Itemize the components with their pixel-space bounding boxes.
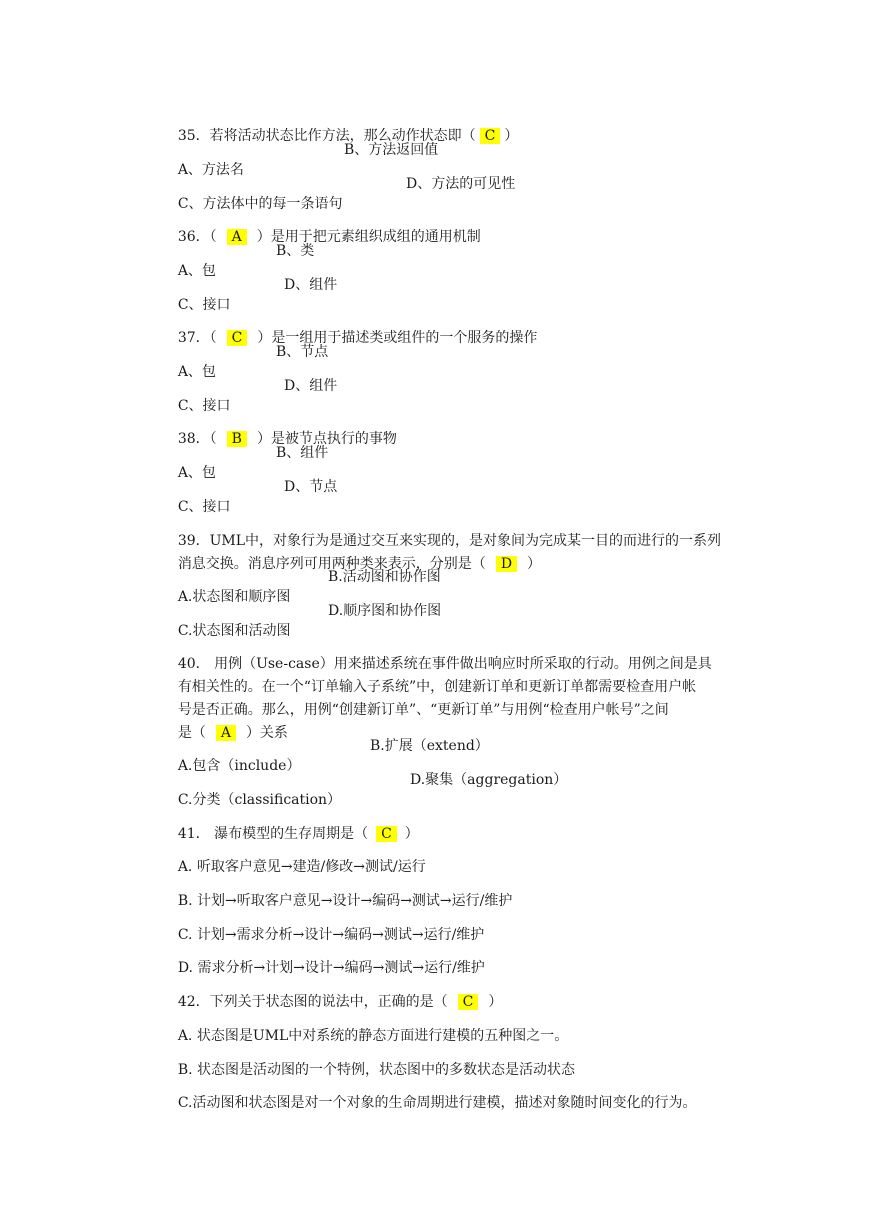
question-39-answer: D: [496, 556, 517, 572]
option-d: D、组件: [284, 277, 338, 293]
option-b: B、组件: [276, 445, 329, 461]
option-d: D、节点: [284, 479, 338, 495]
question-36-answer: A: [227, 229, 247, 245]
question-36-options-row2: [160, 275, 338, 313]
question-42-option-a: [160, 1006, 569, 1044]
question-38-stem: [160, 409, 397, 447]
question-35-options-row2: [160, 174, 516, 212]
question-35-options-row1: [160, 140, 439, 178]
question-37-options-row2: [160, 376, 338, 414]
option-a: A.状态图和顺序图: [177, 589, 291, 605]
question-40-options-row1: [160, 736, 489, 774]
option-c: C、方法体中的每一条语句: [177, 196, 343, 212]
question-40-options-row2: [160, 770, 568, 808]
question-40-stem-line4: [160, 703, 288, 741]
option-c: C、接口: [177, 297, 231, 313]
option-b: B.活动图和协作图: [328, 569, 441, 585]
question-40-text: 40． 用例（Use-case）用来描述系统在事件做出响应时所采取的行动。用例之间是具: [177, 656, 712, 672]
option-c: C.分类（classification）: [177, 792, 342, 808]
question-40-text-cont: 号是否正确。那么，用例“创建新订单”、“更新订单”与用例“检查用户帐号”之间: [177, 702, 669, 718]
question-39-options-row2: [160, 601, 442, 639]
question-42-option-b: [160, 1040, 575, 1078]
option-c: C. 计划→需求分析→设计→编码→测试→运行/维护: [177, 927, 485, 943]
question-38-options-row1: [160, 443, 329, 481]
option-d: D、方法的可见性: [406, 176, 516, 192]
question-35-text: 35．若将活动状态比作方法，那么动作状态即（: [177, 128, 476, 144]
question-40-stem-line3: [160, 680, 669, 718]
option-c: C、接口: [177, 499, 231, 515]
question-40-answer: A: [216, 725, 236, 741]
question-35-stem: [160, 106, 519, 144]
option-a: A、包: [177, 364, 216, 380]
question-37-answer: C: [227, 330, 248, 346]
question-39-close: ）: [527, 556, 542, 572]
question-39-stem-line1: [160, 511, 722, 549]
question-39-stem-line2: [160, 534, 542, 572]
question-42-close: ）: [488, 994, 503, 1010]
option-b: B、方法返回值: [344, 142, 439, 158]
question-41-option-c: [160, 905, 485, 943]
question-36-text: 36．（: [177, 229, 217, 245]
question-37-options-row1: [160, 342, 329, 380]
question-42-text: 42．下列关于状态图的说法中，正确的是（: [177, 994, 448, 1010]
option-b: B、节点: [276, 344, 329, 360]
option-c: C.活动图和状态图是对一个对象的生命周期进行建模，描述对象随时间变化的行为。: [177, 1095, 697, 1111]
question-40-text-cont: 有相关性的。在一个“订单输入子系统”中，创建新订单和更新订单都需要检查用户帐: [177, 679, 697, 695]
question-42-option-c: [160, 1073, 697, 1111]
question-41-stem: [160, 804, 419, 842]
option-c: C.状态图和活动图: [177, 623, 291, 639]
question-42-stem: [160, 972, 503, 1010]
question-41-close: ）: [404, 826, 419, 842]
option-c: C、接口: [177, 398, 231, 414]
question-35-close: ）: [504, 128, 519, 144]
question-40-stem-line2: [160, 657, 697, 695]
option-b: B.扩展（extend）: [370, 738, 489, 754]
option-b: B、类: [276, 243, 315, 259]
option-a: A、方法名: [177, 162, 244, 178]
question-35-answer: C: [480, 128, 501, 144]
question-39-options-row1: [160, 567, 441, 605]
question-40-text-cont: 是（: [177, 725, 206, 741]
question-38-answer: B: [227, 431, 247, 447]
question-40-stem-line1: [160, 634, 712, 672]
question-40-close: ）关系: [245, 725, 288, 741]
question-38-close: ）是被节点执行的事物: [256, 431, 397, 447]
question-38-options-row2: [160, 477, 338, 515]
question-36-close: ）是用于把元素组织成组的通用机制: [256, 229, 481, 245]
question-42-answer: C: [458, 994, 479, 1010]
question-37-close: ）是一组用于描述类或组件的一个服务的操作: [257, 330, 538, 346]
option-a: A. 听取客户意见→建造/修改→测试/运行: [177, 859, 426, 875]
option-d: D、组件: [284, 378, 338, 394]
question-39-text: 39．UML中，对象行为是通过交互来实现的，是对象间为完成某一目的而进行的一系列: [177, 533, 722, 549]
option-a: A.包含（include）: [177, 758, 301, 774]
question-41-text: 41． 瀑布模型的生存周期是（: [177, 826, 369, 842]
question-36-options-row1: [160, 241, 315, 279]
option-b: B. 状态图是活动图的一个特例，状态图中的多数状态是活动状态: [177, 1062, 575, 1078]
question-38-text: 38．（: [177, 431, 217, 447]
option-a: A. 状态图是UML中对系统的静态方面进行建模的五种图之一。: [177, 1028, 569, 1044]
question-37-stem: [160, 308, 538, 346]
question-41-option-b: [160, 871, 513, 909]
option-d: D.顺序图和协作图: [328, 603, 442, 619]
question-39-text-cont: 消息交换。消息序列可用两种类来表示，分别是（: [177, 556, 486, 572]
question-41-option-a: [160, 837, 426, 875]
question-37-text: 37．（: [177, 330, 217, 346]
question-41-option-d: [160, 938, 485, 976]
option-b: B. 计划→听取客户意见→设计→编码→测试→运行/维护: [177, 893, 513, 909]
option-a: A、包: [177, 465, 216, 481]
question-36-stem: [160, 207, 481, 245]
option-a: A、包: [177, 263, 216, 279]
option-d: D. 需求分析→计划→设计→编码→测试→运行/维护: [177, 960, 485, 976]
question-41-answer: C: [376, 826, 397, 842]
option-d: D.聚集（aggregation）: [410, 772, 568, 788]
